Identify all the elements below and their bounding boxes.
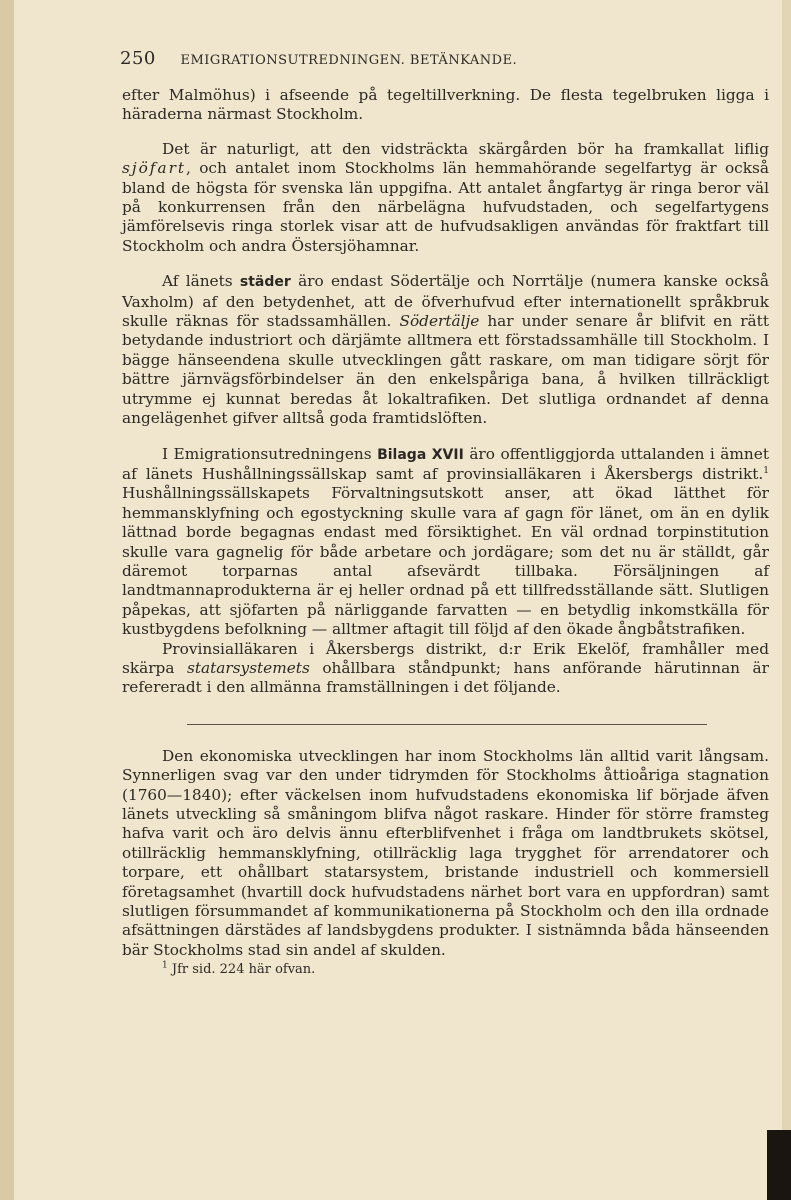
page-binding-edge	[0, 0, 14, 1200]
footnote	[122, 960, 769, 979]
paragraph-5-text-b: ohållbara ståndpunkt; hans anförande härutinnan är refereradt i den allmänna framställningen i det följande.	[122, 658, 769, 697]
emphasis-sodertalje: Södertälje	[399, 312, 480, 331]
running-title: EMIGRATIONSUTREDNINGEN. BETÄNKANDE.	[180, 53, 518, 68]
paragraph-4-text-c: Hushållningssällskapets Förvaltningsutskott anser, att ökad lätthet för hemmansklyfning och egostyckning skulle vara af gagn för länet, om än en dylik lättnad borde begagnas endast med försiktighet. En väl ordnad torpinstitution skulle vara gagnelig för både arbetare och jordägare; som det nu är ställdt, går däremot torparnas antal afsevärdt tillbaka. Försäljningen af landtmannaprodukterna är ej heller ordnad på ett tillfredsställande sätt. Slutligen påpekas, att sjöfarten på närliggande farvatten — en betydlig inkomstkälla för kustbygdens befolkning — alltmer aftagit till följd af den ökade ångbåtstrafiken.	[122, 484, 769, 639]
paragraph-3-text-b: äro endast Södertälje och Norrtälje (numera kanske också Vaxholm) af den betydenhet, att de öfverhufvud efter internationellt språkbruk skulle räknas för stadssamhällen.	[122, 272, 770, 331]
section-divider	[187, 724, 707, 725]
paragraph-3	[122, 272, 769, 428]
paragraph-5-text-a: Provinsialläkaren i Åkersbergs distrikt, d:r Erik Ekelöf, framhåller med skärpa	[122, 639, 769, 677]
paragraph-4-text-a: I Emigrationsutredningens	[162, 444, 372, 463]
page-number: 250	[120, 48, 156, 69]
emphasis-statarsystemets: statarsystemets	[187, 658, 310, 677]
paragraph-6-text: Den ekonomiska utvecklingen har inom Stockholms län alltid varit långsam. Synnerligen svag var den under tidrymden för Stockholms åttioåriga stagnation (1760—1840); efter väckelsen inom hufvudstadens ekonomiska lif började äfven länets utveckling så småningom blifva något raskare. Hinder för större framsteg hafva varit och äro delvis ännu efterblifvenhet i fråga om landtbrukets skötsel, otillräcklig hemmansklyfning, otillräcklig laga trygghet för arrendatorer och torpare, ett ohållbart statarsystem, bristande industriell och kommersiell företagsamhet (hvartill dock hufvudstadens närhet bort vara en uppfordran) samt slutligen försummandet af kommunikationerna på Stockholm och den illa ordnade afsättningen därstädes af landsbygdens produkter. I sistnämnda båda hänseenden bär Stockholms stad sin andel af skulden.	[122, 746, 769, 959]
paragraph-3-text-a: Af länets	[162, 272, 233, 291]
paragraph-3-text-c: har under senare år blifvit en rätt betydande industriort och därjämte alltmera ett förstadssamhälle till Stockholm. I bägge hänseendena skulle utvecklingen gått raskare, om man tidigare sörjt för bättre järnvägsförbindelser än den enkelspåriga bana, å hvilken tillräckligt utrymme ej kunnat beredas åt lokaltrafiken. Det slutliga ordnandet af denna angelägenhet gifver alltså goda framtidslöften.	[122, 312, 769, 428]
paragraph-4	[122, 445, 769, 640]
paragraph-6	[122, 747, 769, 960]
page-header	[120, 48, 770, 69]
paragraph-2-text-a: Det är naturligt, att den vidsträckta skärgården bör ha framkallat liflig	[162, 139, 769, 158]
page-body	[122, 86, 769, 980]
bold-bilaga: Bilaga XVII	[377, 446, 464, 463]
page-right-edge	[782, 0, 791, 1200]
paragraph-5	[122, 640, 769, 698]
page-corner-shadow	[767, 1130, 791, 1200]
footnote-reference: 1	[763, 465, 769, 476]
paragraph-1	[122, 86, 769, 125]
footnote-mark: 1	[162, 960, 168, 971]
paragraph-2	[122, 140, 769, 256]
paragraph-2-text-b: , och antalet inom Stockholms län hemmahörande segelfartyg är också bland de högsta för svenska län uppgifna. Att antalet ångfartyg är ringa beror väl på konkurrensen från den närbelägna hufvudstaden, och segelfartygens jämförelsevis ringa storlek visar att de hufvudsakligen användas för fraktfart till Stockholm och andra Östersjöhamnar.	[122, 159, 769, 255]
bold-stader: städer	[239, 274, 291, 291]
emphasis-sjofart: sjöfart	[122, 159, 187, 178]
footnote-text: Jfr sid. 224 här ofvan.	[167, 962, 316, 978]
paragraph-1-text: efter Malmöhus) i afseende på tegeltillverkning. De flesta tegelbruken ligga i häraderna närmast Stockholm.	[122, 86, 769, 124]
paragraph-4-text-b: äro offentliggjorda uttalanden i ämnet af länets Hushållningssällskap samt af provinsialläkaren i Åkersbergs distrikt.	[122, 444, 769, 483]
